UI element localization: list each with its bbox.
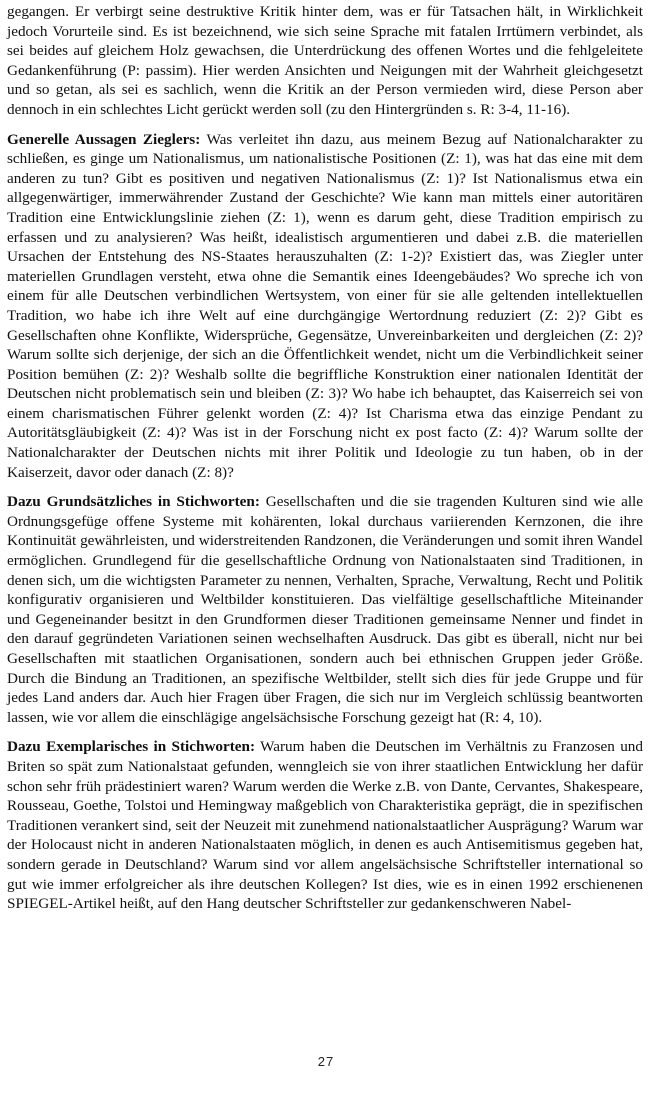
paragraph-body: gegangen. Er verbirgt seine destruktive Kritik hinter dem, was er für Tatsachen hält, in Wirklichkeit jedoch Vorurteile sind. Es ist bezeichnend, wie sich seine Sprache mit fatalen Irrtümern verbindet, als sei beides auf gleichem Holz gewachsen, die Unterdrückung des offenen Wortes und die fehlgeleitete Gedankenführung (P: passim). Hier werden Ansichten und Neigungen mit der Wahrheit gleichgesetzt und so getan, als sei es sachlich, wenn die Kritik an der Person vermieden wird, diese Person aber dennoch in ein schlechtes Licht gerückt werden soll (zu den Hintergründen s. R: 3-4, 11-16).	[7, 3, 643, 118]
paragraph-body: Was verleitet ihn dazu, aus meinem Bezug auf Nationalcharakter zu schließen, es ginge um Nationalismus, um nationalistische Positionen (Z: 1), was hat das eine mit dem anderen zu tun? Gibt es positiven und negativen Nationalismus (Z: 1)? Ist Nationalismus etwa ein allgegenwärtiger, immerwährender Zustand der Geschichte? Wie kann man mittels einer autoritären Tradition eine Entwicklungslinie ziehen (Z: 1), wenn es darum geht, diese Tradition empirisch zu erfassen und zu analysieren? Was heißt, idealistisch argumentieren und dabei z.B. die materiellen Ursachen der Entstehung des NS-Staates herauszuhalten (Z: 1-2)? Existiert das, was Ziegler unter materiellen Grundlagen versteht, etwa ohne die Semantik eines Ideengebäudes? Wo spreche ich von einem für alle Deutschen verbindlichen Wertsystem, von einer für sie alle geltenden intellektuellen Tradition, wo habe ich ihre Welt auf eine durchgängige Wertordnung reduziert (Z: 2)? Gibt es Gesellschaften ohne Konflikte, Widersprüche, Gegensätze, Unvereinbarkeiten und dergleichen (Z: 2)? Warum sollte sich derjenige, der sich an die Öffentlichkeit wendet, nicht um die Verbindlichkeit seiner Position bemühen (Z: 2)? Weshalb sollte die begriffliche Konstruktion einer nationalen Identität der Deutschen nicht problematisch sein und bleiben (Z: 3)? Wo habe ich behauptet, das Kaiserreich sei von einem charismatischen Führer gelenkt worden (Z: 4)? Ist Charisma etwa das einzige Pendant zu Autoritätsgläubigkeit (Z: 4)? Was ist in der Forschung nicht ex post facto (Z: 4)? Warum sollte der Nationalcharakter der Deutschen nichts mit ihrer Politik und Ideologie zu tun haben, ob in der Kaiserzeit, davor oder danach (Z: 8)?	[7, 130, 643, 481]
document-page	[7, 0, 643, 914]
paragraph-heading: Dazu Exemplarisches in Stichworten:	[7, 738, 256, 756]
paragraph-generelle-aussagen	[7, 130, 643, 483]
paragraph-body: Gesellschaften und die sie tragenden Kulturen sind wie alle Ordnungsgefüge offene Systeme mit kohärenten, lokal durchaus variierenden Kernzonen, die ihre Kontinuität gewährleisten, und widerstreitenden Randzonen, die Veränderungen und somit ihren Wandel ermöglichen. Grundlegend für die gesellschaftliche Ordnung von Nationalstaaten sind Traditionen, in denen sich, um die wichtigsten Parameter zu nennen, Verhalten, Sprache, Verwaltung, Recht und Politik konfigurativ organisieren und Weltbilder konstituieren. Das vielfältige gesellschaftliche Miteinander und Gegeneinander besitzt in den Grundformen dieser Traditionen gemeinsame Nenner und findet in den darauf gegründeten Variationen seinen wechselhaften Ausdruck. Das gibt es überall, nicht nur bei Gesellschaften mit staatlichen Organisationen, sondern auch bei ethnischen Gruppen jeder Größe. Durch die Bindung an Traditionen, an spezifische Weltbilder, stellt sich dies für jede Gruppe und für jedes Land anders dar. Auch hier Fragen über Fragen, die sich nur im Vergleich schlüssig beantworten lassen, wie vor allem die einschlägige angelsächsische Forschung gezeigt hat (R: 4, 10).	[7, 493, 644, 726]
page-number: 27	[317, 1054, 335, 1069]
paragraph-body: Warum haben die Deutschen im Verhältnis zu Franzosen und Briten so spät zum Nationalstaat gefunden, wenngleich sie von ihrer staatlichen Entwicklung her dafür schon sehr früh prädestiniert waren? Warum werden die Werke z.B. von Dante, Cervantes, Shakespeare, Rousseau, Goethe, Tolstoi und Hemingway maßgeblich von Charakteristika geprägt, die in spezifischen Traditionen verankert sind, seit der Neuzeit mit zunehmend nationalstaatlicher Ausprägung? Warum war der Holocaust nicht in anderen Nationalstaaten möglich, in denen es auch Antisemitismus gegeben hat, sondern gerade in Deutschland? Warum sind vor allem angelsächsische Schriftsteller international so gut wie immer erfolgreicher als ihre deutschen Kollegen? Ist dies, wie es in einen 1992 erschienenen SPIEGEL-Artikel heißt, auf den Hang deutscher Schriftsteller zur gedankenschweren Nabel-	[7, 738, 643, 913]
paragraph-continuation	[7, 2, 643, 120]
paragraph-heading: Generelle Aussagen Zieglers:	[7, 130, 201, 148]
paragraph-exemplarisches	[7, 737, 643, 913]
paragraph-grundsaetzliches	[7, 492, 643, 727]
paragraph-heading: Dazu Grundsätzliches in Stichworten:	[7, 493, 260, 511]
